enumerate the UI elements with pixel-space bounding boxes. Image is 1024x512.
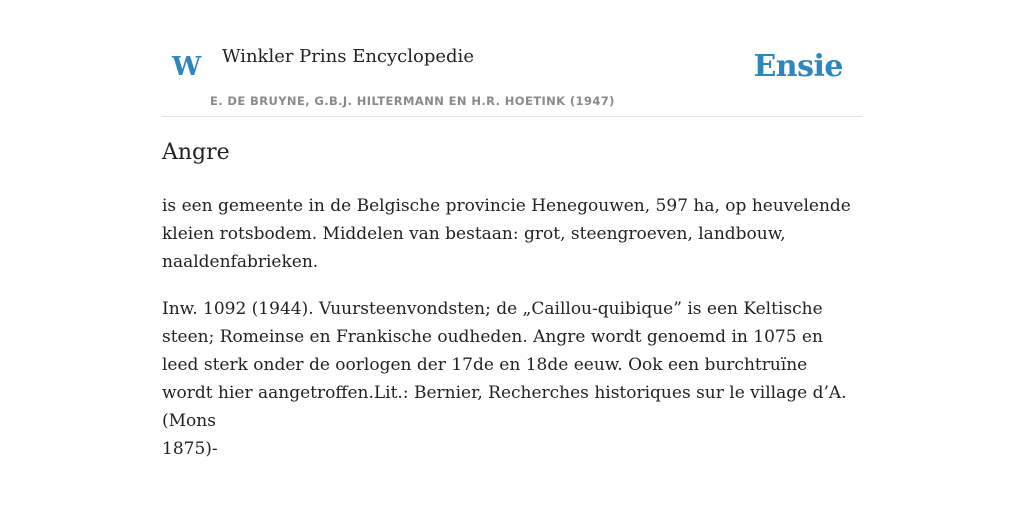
entry-paragraph: Inw. 1092 (1944). Vuursteenvondsten; de „Caillou-quibique” is een Keltische steen; Romeinse en Frankische oudheden. Angre wordt genoemd in 1075 en leed sterk onder de oorlogen der 17de en 18de eeuw. Ook een burchtruïne wordt hier aangetroffen.Lit.: Bernier, Recherches historiques sur le village d’A. (Mons bbox=[162, 299, 847, 431]
entry-paragraph: is een gemeente in de Belgische provincie Henegouwen, 597 ha, op heuvelende kleien rotsbodem. Middelen van bestaan: grot, steengroeven, landbouw, naaldenfabrieken. bbox=[162, 196, 851, 272]
authors: E. DE BRUYNE, G.B.J. HILTERMANN EN H.R. HOETINK (1947) bbox=[210, 94, 615, 108]
entry-title: Angre bbox=[162, 140, 230, 165]
w-logo[interactable]: W bbox=[172, 52, 202, 82]
ensie-logo-link[interactable]: Ensie bbox=[753, 49, 843, 84]
book-title[interactable]: Winkler Prins Encyclopedie bbox=[222, 46, 474, 67]
entry-paragraph: 1875)- bbox=[162, 439, 218, 459]
header bbox=[162, 40, 862, 117]
